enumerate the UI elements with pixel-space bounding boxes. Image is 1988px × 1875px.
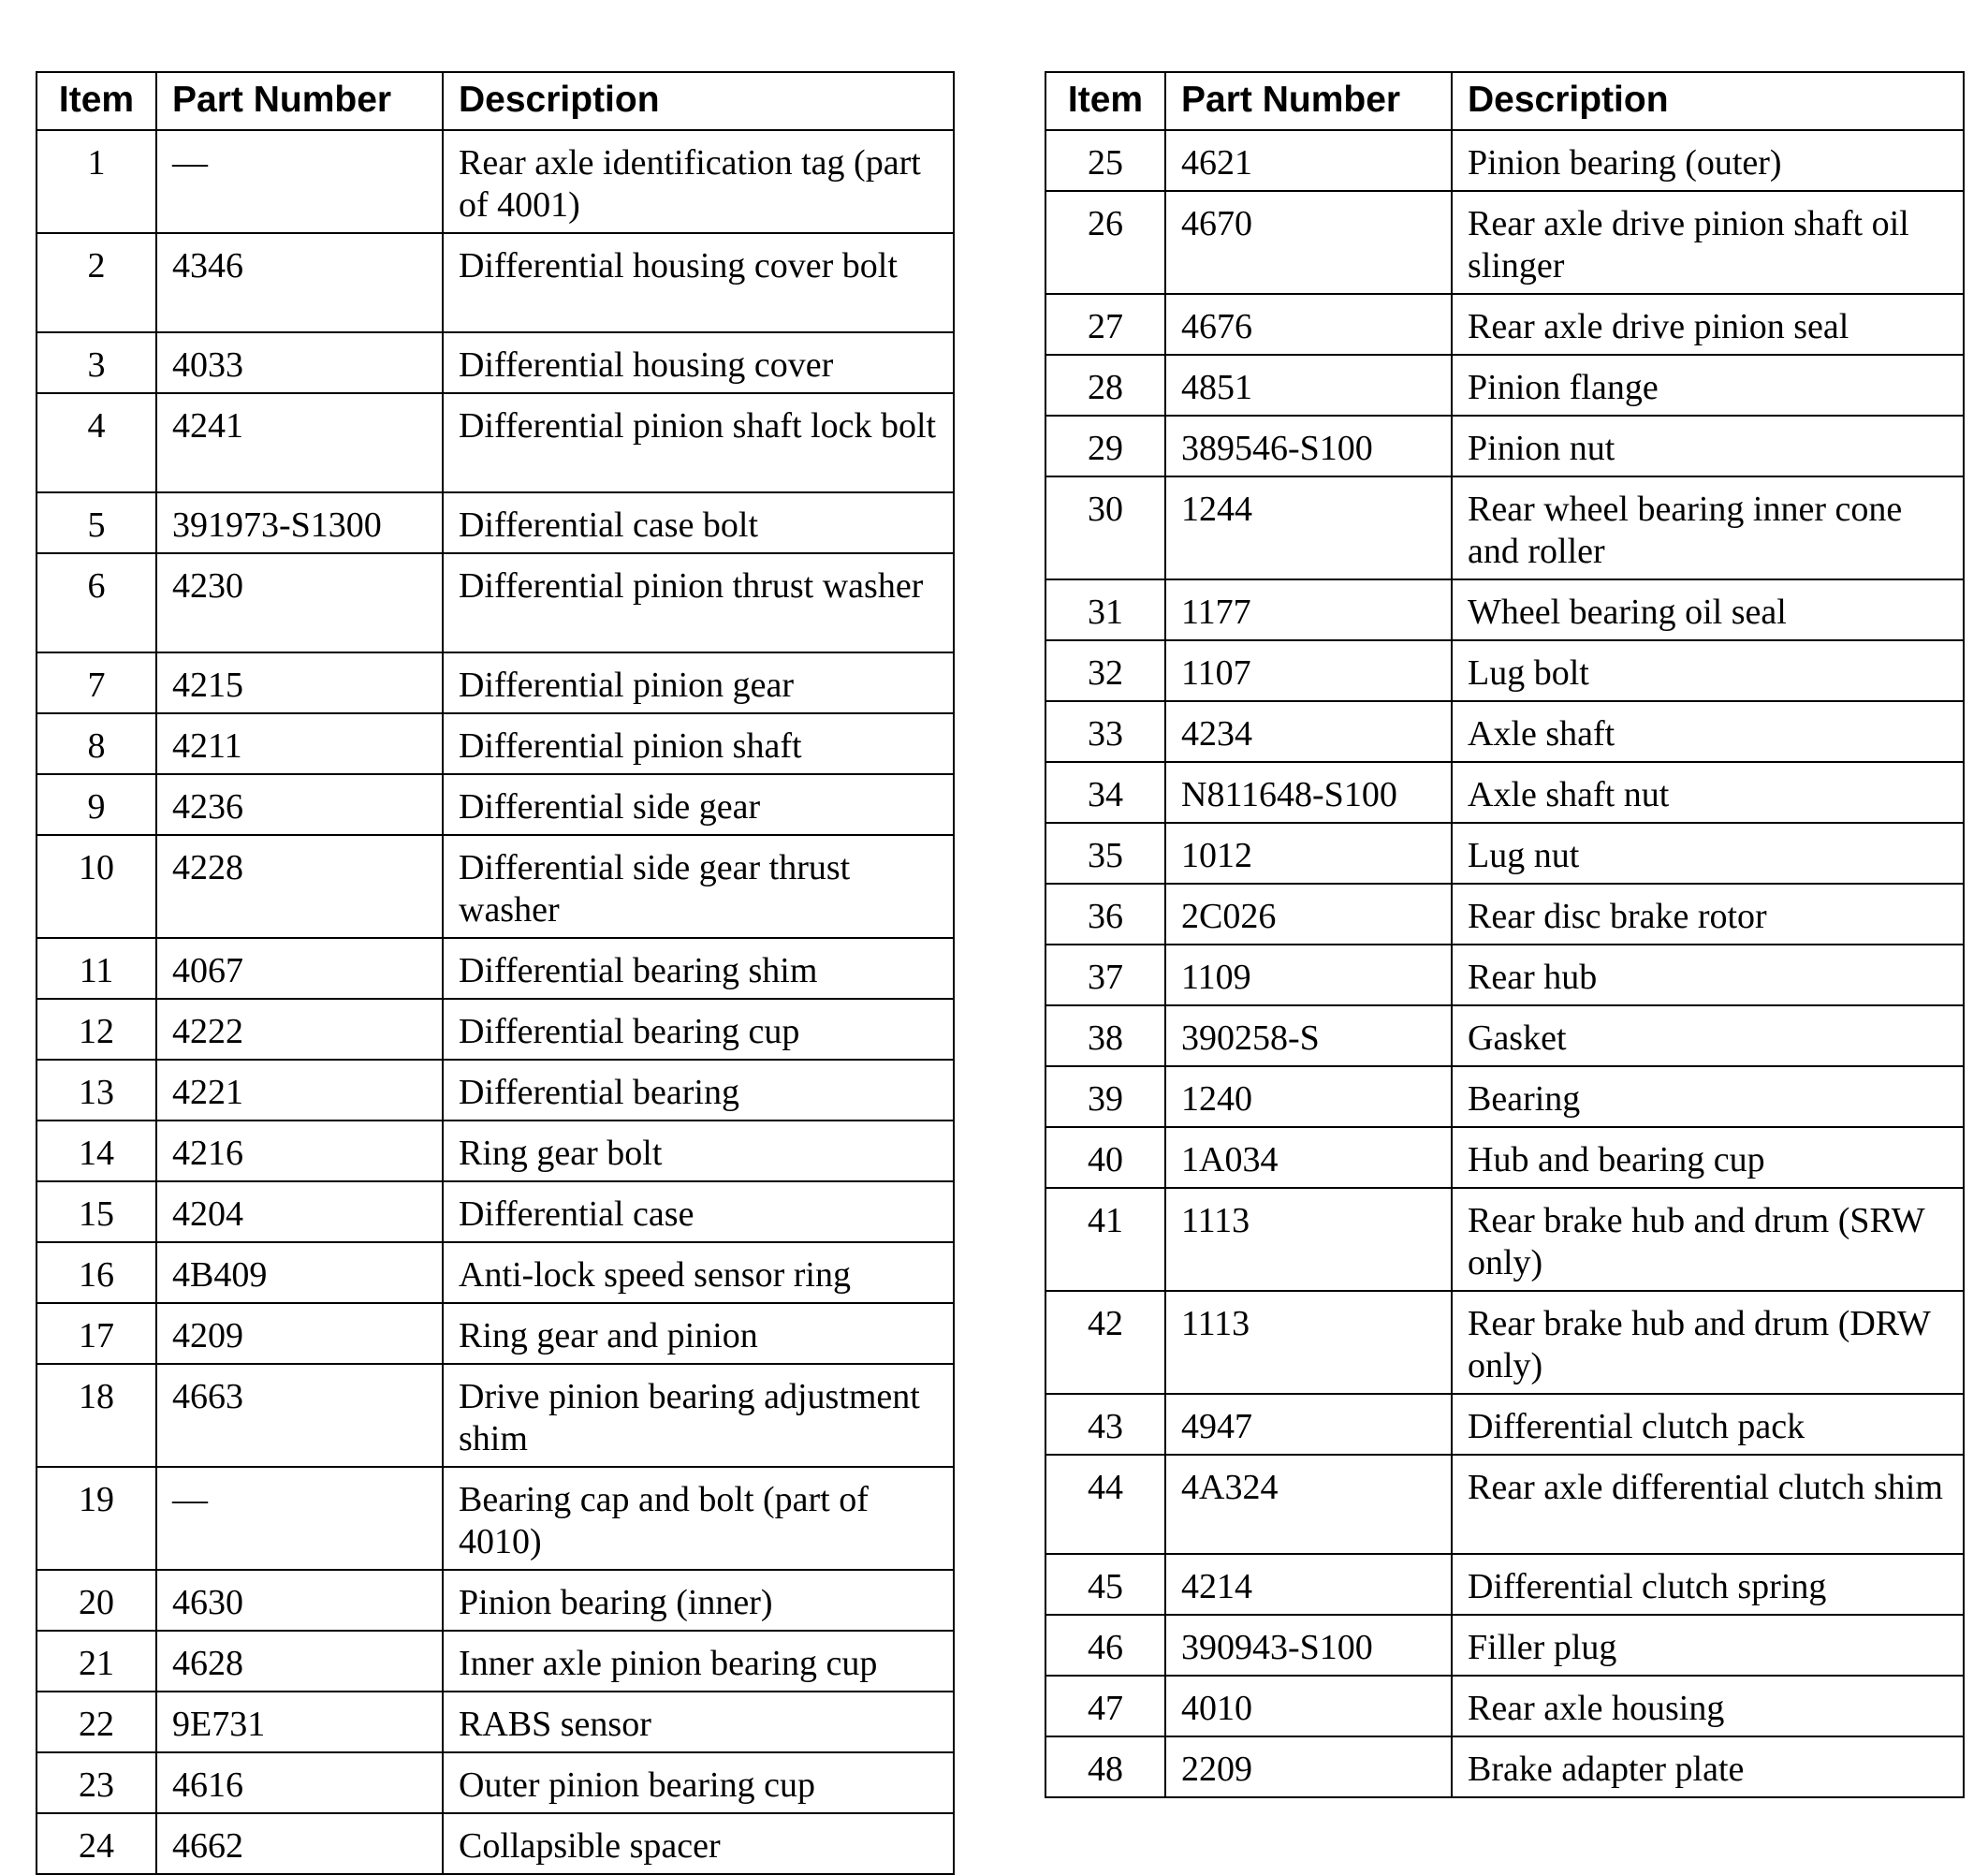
part-number-cell: 1244 bbox=[1165, 476, 1452, 579]
description-cell: Differential housing cover bbox=[443, 332, 954, 393]
table-row bbox=[37, 1570, 954, 1631]
description-cell: Differential case bolt bbox=[443, 492, 954, 553]
description-cell: Differential pinion gear bbox=[443, 652, 954, 713]
item-number-cell: 39 bbox=[1045, 1066, 1165, 1127]
description-cell: Rear brake hub and drum (DRW only) bbox=[1452, 1291, 1964, 1394]
item-number-cell: 36 bbox=[1045, 884, 1165, 945]
item-number-cell: 22 bbox=[37, 1692, 156, 1752]
part-number-cell: N811648-S100 bbox=[1165, 762, 1452, 823]
description-cell: Pinion bearing (outer) bbox=[1452, 130, 1964, 191]
description-cell: Differential pinion thrust washer bbox=[443, 553, 954, 652]
part-number-cell: 4947 bbox=[1165, 1394, 1452, 1455]
part-number-cell: 4234 bbox=[1165, 701, 1452, 762]
part-number-cell: 4236 bbox=[156, 774, 443, 835]
table-row bbox=[1045, 579, 1964, 640]
part-number-cell: 4621 bbox=[1165, 130, 1452, 191]
table-row bbox=[37, 774, 954, 835]
description-cell: Filler plug bbox=[1452, 1615, 1964, 1676]
item-number-cell: 41 bbox=[1045, 1188, 1165, 1291]
table-row bbox=[37, 1813, 954, 1874]
item-number-cell: 13 bbox=[37, 1060, 156, 1121]
description-cell: Pinion nut bbox=[1452, 416, 1964, 476]
description-cell: Collapsible spacer bbox=[443, 1813, 954, 1874]
part-number-cell: 4616 bbox=[156, 1752, 443, 1813]
table-row bbox=[1045, 191, 1964, 294]
item-number-cell: 26 bbox=[1045, 191, 1165, 294]
item-number-cell: 5 bbox=[37, 492, 156, 553]
item-number-cell: 4 bbox=[37, 393, 156, 492]
item-number-cell: 17 bbox=[37, 1303, 156, 1364]
part-number-cell: 4033 bbox=[156, 332, 443, 393]
table-row bbox=[37, 999, 954, 1060]
header-item: Item bbox=[37, 72, 156, 130]
part-number-cell: 4B409 bbox=[156, 1242, 443, 1303]
item-number-cell: 30 bbox=[1045, 476, 1165, 579]
table-row bbox=[1045, 294, 1964, 355]
item-number-cell: 45 bbox=[1045, 1554, 1165, 1615]
item-number-cell: 18 bbox=[37, 1364, 156, 1467]
description-cell: Gasket bbox=[1452, 1005, 1964, 1066]
table-row bbox=[1045, 1615, 1964, 1676]
table-row bbox=[1045, 762, 1964, 823]
item-number-cell: 3 bbox=[37, 332, 156, 393]
part-number-cell: 389546-S100 bbox=[1165, 416, 1452, 476]
table-row bbox=[37, 1364, 954, 1467]
description-cell: Outer pinion bearing cup bbox=[443, 1752, 954, 1813]
description-cell: Axle shaft bbox=[1452, 701, 1964, 762]
header-description: Description bbox=[1452, 72, 1964, 130]
part-number-cell: 4211 bbox=[156, 713, 443, 774]
item-number-cell: 21 bbox=[37, 1631, 156, 1692]
item-number-cell: 1 bbox=[37, 130, 156, 233]
description-cell: Rear brake hub and drum (SRW only) bbox=[1452, 1188, 1964, 1291]
part-number-cell: — bbox=[156, 1467, 443, 1570]
description-cell: Rear axle housing bbox=[1452, 1676, 1964, 1736]
part-number-cell: 4010 bbox=[1165, 1676, 1452, 1736]
table-row bbox=[1045, 1291, 1964, 1394]
item-number-cell: 14 bbox=[37, 1121, 156, 1181]
item-number-cell: 8 bbox=[37, 713, 156, 774]
table-row bbox=[37, 393, 954, 492]
table-row bbox=[37, 1692, 954, 1752]
table-row bbox=[1045, 1736, 1964, 1797]
description-cell: Ring gear bolt bbox=[443, 1121, 954, 1181]
table-row bbox=[1045, 130, 1964, 191]
item-number-cell: 29 bbox=[1045, 416, 1165, 476]
table-row bbox=[37, 492, 954, 553]
table-body-left bbox=[37, 130, 954, 1874]
item-number-cell: 7 bbox=[37, 652, 156, 713]
table-row bbox=[1045, 945, 1964, 1005]
part-number-cell: 4670 bbox=[1165, 191, 1452, 294]
table-row bbox=[37, 130, 954, 233]
description-cell: Pinion flange bbox=[1452, 355, 1964, 416]
table-row bbox=[1045, 1554, 1964, 1615]
part-number-cell: 4241 bbox=[156, 393, 443, 492]
table-row bbox=[1045, 1455, 1964, 1554]
description-cell: RABS sensor bbox=[443, 1692, 954, 1752]
item-number-cell: 47 bbox=[1045, 1676, 1165, 1736]
header-part-number: Part Number bbox=[1165, 72, 1452, 130]
table-row bbox=[37, 938, 954, 999]
table-row bbox=[37, 233, 954, 332]
header-part-number: Part Number bbox=[156, 72, 443, 130]
description-cell: Differential pinion shaft lock bolt bbox=[443, 393, 954, 492]
part-number-cell: 4214 bbox=[1165, 1554, 1452, 1615]
item-number-cell: 40 bbox=[1045, 1127, 1165, 1188]
description-cell: Differential bearing shim bbox=[443, 938, 954, 999]
part-number-cell: 390943-S100 bbox=[1165, 1615, 1452, 1676]
table-row bbox=[1045, 476, 1964, 579]
parts-table-right bbox=[1045, 71, 1965, 1798]
part-number-cell: 1113 bbox=[1165, 1188, 1452, 1291]
part-number-cell: 4628 bbox=[156, 1631, 443, 1692]
item-number-cell: 25 bbox=[1045, 130, 1165, 191]
parts-table-left bbox=[36, 71, 955, 1875]
part-number-cell: 4215 bbox=[156, 652, 443, 713]
table-row bbox=[37, 1467, 954, 1570]
description-cell: Differential clutch spring bbox=[1452, 1554, 1964, 1615]
table-row bbox=[1045, 1005, 1964, 1066]
description-cell: Rear disc brake rotor bbox=[1452, 884, 1964, 945]
description-cell: Rear axle drive pinion seal bbox=[1452, 294, 1964, 355]
table-row bbox=[1045, 1394, 1964, 1455]
description-cell: Inner axle pinion bearing cup bbox=[443, 1631, 954, 1692]
table-row bbox=[37, 652, 954, 713]
description-cell: Lug bolt bbox=[1452, 640, 1964, 701]
item-number-cell: 11 bbox=[37, 938, 156, 999]
part-number-cell: 4222 bbox=[156, 999, 443, 1060]
table-row bbox=[37, 713, 954, 774]
table-row bbox=[1045, 416, 1964, 476]
item-number-cell: 2 bbox=[37, 233, 156, 332]
table-row bbox=[1045, 1066, 1964, 1127]
item-number-cell: 48 bbox=[1045, 1736, 1165, 1797]
description-cell: Differential bearing bbox=[443, 1060, 954, 1121]
description-cell: Differential clutch pack bbox=[1452, 1394, 1964, 1455]
description-cell: Ring gear and pinion bbox=[443, 1303, 954, 1364]
part-number-cell: 1109 bbox=[1165, 945, 1452, 1005]
item-number-cell: 12 bbox=[37, 999, 156, 1060]
description-cell: Bearing cap and bolt (part of 4010) bbox=[443, 1467, 954, 1570]
part-number-cell: 390258-S bbox=[1165, 1005, 1452, 1066]
part-number-cell: 4662 bbox=[156, 1813, 443, 1874]
part-number-cell: 9E731 bbox=[156, 1692, 443, 1752]
item-number-cell: 27 bbox=[1045, 294, 1165, 355]
description-cell: Drive pinion bearing adjustment shim bbox=[443, 1364, 954, 1467]
table-row bbox=[37, 1060, 954, 1121]
table-row bbox=[1045, 701, 1964, 762]
description-cell: Differential housing cover bolt bbox=[443, 233, 954, 332]
item-number-cell: 28 bbox=[1045, 355, 1165, 416]
part-number-cell: 4204 bbox=[156, 1181, 443, 1242]
part-number-cell: 391973-S1300 bbox=[156, 492, 443, 553]
item-number-cell: 23 bbox=[37, 1752, 156, 1813]
item-number-cell: 34 bbox=[1045, 762, 1165, 823]
description-cell: Wheel bearing oil seal bbox=[1452, 579, 1964, 640]
description-cell: Rear wheel bearing inner cone and roller bbox=[1452, 476, 1964, 579]
part-number-cell: 4A324 bbox=[1165, 1455, 1452, 1554]
description-cell: Hub and bearing cup bbox=[1452, 1127, 1964, 1188]
header-description: Description bbox=[443, 72, 954, 130]
description-cell: Axle shaft nut bbox=[1452, 762, 1964, 823]
table-row bbox=[37, 1121, 954, 1181]
item-number-cell: 32 bbox=[1045, 640, 1165, 701]
part-number-cell: 4663 bbox=[156, 1364, 443, 1467]
part-number-cell: 4676 bbox=[1165, 294, 1452, 355]
item-number-cell: 42 bbox=[1045, 1291, 1165, 1394]
description-cell: Rear axle differential clutch shim bbox=[1452, 1455, 1964, 1554]
part-number-cell: 1240 bbox=[1165, 1066, 1452, 1127]
item-number-cell: 9 bbox=[37, 774, 156, 835]
item-number-cell: 31 bbox=[1045, 579, 1165, 640]
description-cell: Anti-lock speed sensor ring bbox=[443, 1242, 954, 1303]
part-number-cell: 2209 bbox=[1165, 1736, 1452, 1797]
table-row bbox=[1045, 1676, 1964, 1736]
item-number-cell: 24 bbox=[37, 1813, 156, 1874]
table-row bbox=[37, 1303, 954, 1364]
part-number-cell: 4228 bbox=[156, 835, 443, 938]
part-number-cell: 1012 bbox=[1165, 823, 1452, 884]
description-cell: Differential case bbox=[443, 1181, 954, 1242]
item-number-cell: 16 bbox=[37, 1242, 156, 1303]
part-number-cell: — bbox=[156, 130, 443, 233]
part-number-cell: 4346 bbox=[156, 233, 443, 332]
description-cell: Rear axle identification tag (part of 4001) bbox=[443, 130, 954, 233]
item-number-cell: 15 bbox=[37, 1181, 156, 1242]
table-row bbox=[37, 553, 954, 652]
table-row bbox=[37, 835, 954, 938]
description-cell: Bearing bbox=[1452, 1066, 1964, 1127]
table-row bbox=[37, 1752, 954, 1813]
item-number-cell: 35 bbox=[1045, 823, 1165, 884]
item-number-cell: 43 bbox=[1045, 1394, 1165, 1455]
item-number-cell: 44 bbox=[1045, 1455, 1165, 1554]
table-header-row bbox=[37, 72, 954, 130]
item-number-cell: 19 bbox=[37, 1467, 156, 1570]
part-number-cell: 1177 bbox=[1165, 579, 1452, 640]
header-item: Item bbox=[1045, 72, 1165, 130]
item-number-cell: 6 bbox=[37, 553, 156, 652]
description-cell: Differential side gear bbox=[443, 774, 954, 835]
table-row bbox=[37, 1631, 954, 1692]
description-cell: Brake adapter plate bbox=[1452, 1736, 1964, 1797]
description-cell: Rear axle drive pinion shaft oil slinger bbox=[1452, 191, 1964, 294]
table-row bbox=[1045, 1188, 1964, 1291]
item-number-cell: 20 bbox=[37, 1570, 156, 1631]
item-number-cell: 33 bbox=[1045, 701, 1165, 762]
table-row bbox=[1045, 823, 1964, 884]
part-number-cell: 4851 bbox=[1165, 355, 1452, 416]
part-number-cell: 1113 bbox=[1165, 1291, 1452, 1394]
table-row bbox=[37, 1242, 954, 1303]
table-body-right bbox=[1045, 130, 1964, 1797]
item-number-cell: 37 bbox=[1045, 945, 1165, 1005]
table-row bbox=[37, 1181, 954, 1242]
part-number-cell: 4067 bbox=[156, 938, 443, 999]
description-cell: Differential side gear thrust washer bbox=[443, 835, 954, 938]
description-cell: Differential bearing cup bbox=[443, 999, 954, 1060]
description-cell: Rear hub bbox=[1452, 945, 1964, 1005]
part-number-cell: 4221 bbox=[156, 1060, 443, 1121]
part-number-cell: 4630 bbox=[156, 1570, 443, 1631]
part-number-cell: 4209 bbox=[156, 1303, 443, 1364]
part-number-cell: 1A034 bbox=[1165, 1127, 1452, 1188]
table-row bbox=[1045, 884, 1964, 945]
table-row bbox=[1045, 1127, 1964, 1188]
item-number-cell: 38 bbox=[1045, 1005, 1165, 1066]
table-row bbox=[37, 332, 954, 393]
item-number-cell: 10 bbox=[37, 835, 156, 938]
part-number-cell: 4216 bbox=[156, 1121, 443, 1181]
table-row bbox=[1045, 355, 1964, 416]
part-number-cell: 1107 bbox=[1165, 640, 1452, 701]
part-number-cell: 4230 bbox=[156, 553, 443, 652]
table-row bbox=[1045, 640, 1964, 701]
description-cell: Pinion bearing (inner) bbox=[443, 1570, 954, 1631]
description-cell: Differential pinion shaft bbox=[443, 713, 954, 774]
description-cell: Lug nut bbox=[1452, 823, 1964, 884]
item-number-cell: 46 bbox=[1045, 1615, 1165, 1676]
table-header-row bbox=[1045, 72, 1964, 130]
part-number-cell: 2C026 bbox=[1165, 884, 1452, 945]
